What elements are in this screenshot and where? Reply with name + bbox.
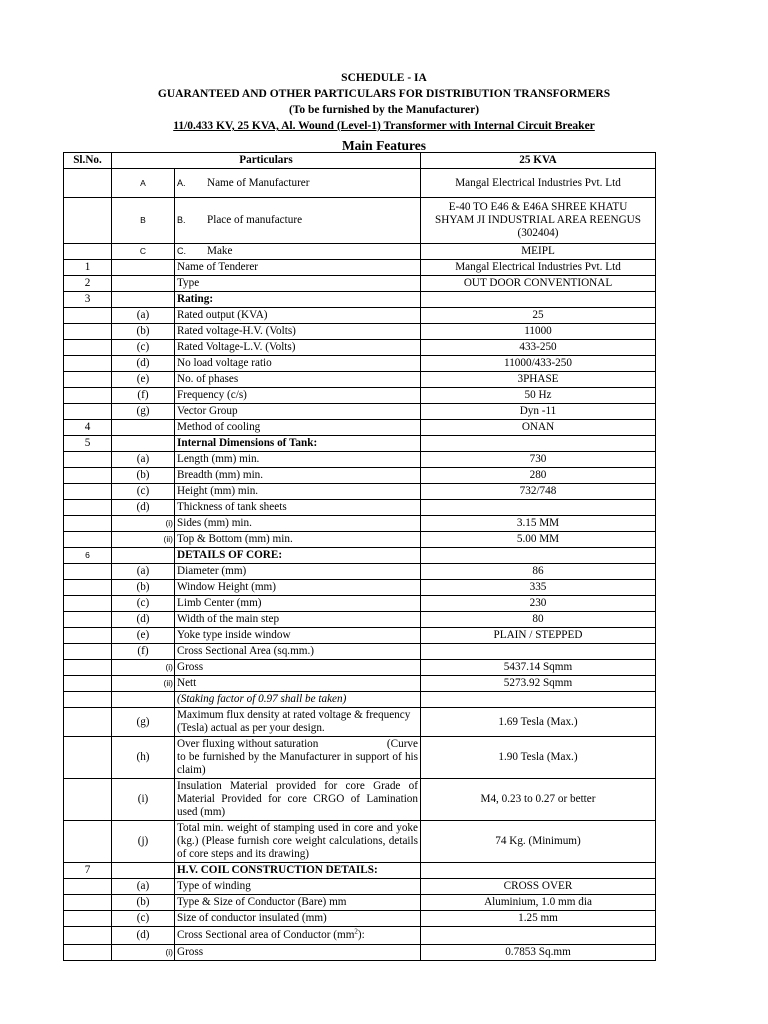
row-subitem: (e) (112, 372, 175, 388)
table-row (64, 244, 656, 260)
row-particular: Cross Sectional area of Conductor $(mm^2)$: (175, 927, 421, 945)
row-value: 433-250 (421, 340, 656, 356)
row-particular: Diameter (mm) (175, 564, 421, 580)
row-particular: No. of phases (175, 372, 421, 388)
table-row (64, 821, 656, 863)
row-particular: Length (mm) min. (175, 452, 421, 468)
row-subitem: (d) (112, 927, 175, 945)
row-value: ONAN (421, 420, 656, 436)
row-subitem: (b) (112, 324, 175, 340)
row-subitem: (i) (112, 945, 175, 961)
row-subitem: (i) (112, 779, 175, 821)
row-subitem: (c) (112, 596, 175, 612)
row-value: 280 (421, 468, 656, 484)
table-row (64, 548, 656, 564)
row-value: Dyn -11 (421, 404, 656, 420)
row-letter: C. (177, 246, 186, 256)
row-value: 86 (421, 564, 656, 580)
row-serial: C (112, 244, 175, 260)
row-serial: 2 (64, 276, 112, 292)
row-value: 730 (421, 452, 656, 468)
row-subitem: (j) (112, 821, 175, 863)
row-subitem: (g) (112, 404, 175, 420)
row-subitem: (d) (112, 356, 175, 372)
table-row (64, 292, 656, 308)
row-particular: Type (175, 276, 421, 292)
table-row (64, 532, 656, 548)
table-row (64, 927, 656, 945)
table-row (64, 692, 656, 708)
row-particular: Method of cooling (175, 420, 421, 436)
row-subitem: (ii) (112, 532, 175, 548)
section-heading: Internal Dimensions of Tank: (175, 436, 421, 452)
row-value: 732/748 (421, 484, 656, 500)
main-features-heading: Main Features (341, 138, 427, 153)
row-value: 1.69 Tesla (Max.) (421, 708, 656, 737)
row-value: 3PHASE (421, 372, 656, 388)
row-value: Mangal Electrical Industries Pvt. Ltd (421, 169, 656, 198)
table-row (64, 420, 656, 436)
row-particular: Rated Voltage-L.V. (Volts) (175, 340, 421, 356)
table-row (64, 324, 656, 340)
row-subitem: (i) (112, 660, 175, 676)
row-particular: Sides (mm) min. (175, 516, 421, 532)
table-header-row (64, 153, 656, 169)
row-particular: Vector Group (175, 404, 421, 420)
row-serial: 1 (64, 260, 112, 276)
row-particular: Height (mm) min. (175, 484, 421, 500)
table-row (64, 779, 656, 821)
row-serial: 7 (64, 863, 112, 879)
manufacturer-note: (To be furnished by the Manufacturer) (288, 104, 480, 116)
row-particular: Window Height (mm) (175, 580, 421, 596)
row-serial: 5 (64, 436, 112, 452)
row-value: MEIPL (421, 244, 656, 260)
row-value: Aluminium, 1.0 mm dia (421, 895, 656, 911)
row-value: 5.00 MM (421, 532, 656, 548)
row-value: 5437.14 Sqmm (421, 660, 656, 676)
row-particular: Gross (175, 945, 421, 961)
row-serial: 6 (64, 548, 112, 564)
row-letter: B. (177, 215, 186, 225)
table-row (64, 516, 656, 532)
transformer-subtitle: 11/0.433 KV, 25 KVA, Al. Wound (Level-1) Transformer with Internal Circuit Breaker (173, 120, 595, 132)
table-row (64, 676, 656, 692)
row-subitem: (e) (112, 628, 175, 644)
row-subitem: (a) (112, 879, 175, 895)
particulars-table (63, 152, 656, 961)
row-subitem: (a) (112, 564, 175, 580)
table-row (64, 308, 656, 324)
row-particular: Name of Tenderer (175, 260, 421, 276)
column-header-slno: Sl.No. (64, 153, 112, 169)
staking-factor-note: (Staking factor of 0.97 shall be taken) (175, 692, 421, 708)
row-particular: Width of the main step (175, 612, 421, 628)
row-serial (64, 244, 112, 260)
row-subitem: (c) (112, 911, 175, 927)
table-row (64, 644, 656, 660)
table-row (64, 500, 656, 516)
row-subitem: (h) (112, 737, 175, 779)
row-subitem: (d) (112, 612, 175, 628)
row-particular: Size of conductor insulated (mm) (175, 911, 421, 927)
row-serial (64, 198, 112, 244)
schedule-label: SCHEDULE - IA (341, 72, 427, 84)
table-row (64, 628, 656, 644)
row-particular: C. Make (175, 244, 421, 260)
row-particular: B. Place of manufacture (175, 198, 421, 244)
row-particular: Limb Center (mm) (175, 596, 421, 612)
row-subitem: (c) (112, 340, 175, 356)
row-subitem: (b) (112, 580, 175, 596)
table-row (64, 260, 656, 276)
row-particular: Type & Size of Conductor (Bare) mm (175, 895, 421, 911)
table-row (64, 911, 656, 927)
table-row (64, 580, 656, 596)
row-particular: Maximum flux density at rated voltage & frequency (Tesla) actual as per your design. (175, 708, 421, 737)
row-value: M4, 0.23 to 0.27 or better (421, 779, 656, 821)
row-value: 25 (421, 308, 656, 324)
document-header (0, 70, 768, 155)
section-heading: DETAILS OF CORE: (175, 548, 421, 564)
row-particular: A. Name of Manufacturer (175, 169, 421, 198)
column-header-particulars: Particulars (112, 153, 421, 169)
row-particular: Thickness of tank sheets (175, 500, 421, 516)
row-subitem: (ii) (112, 676, 175, 692)
row-particular: Over fluxing without saturation (Curve to be furnished by the Manufacturer in support of his claim) (175, 737, 421, 779)
table-row (64, 198, 656, 244)
row-particular: Top & Bottom (mm) min. (175, 532, 421, 548)
row-value: 230 (421, 596, 656, 612)
row-value: E-40 TO E46 & E46A SHREE KHATU SHYAM JI INDUSTRIAL AREA REENGUS (302404) (421, 198, 656, 244)
row-particular: Type of winding (175, 879, 421, 895)
row-serial: B (112, 198, 175, 244)
row-particular: Yoke type inside window (175, 628, 421, 644)
row-subitem: (c) (112, 484, 175, 500)
table-row (64, 169, 656, 198)
table-row (64, 863, 656, 879)
row-value: OUT DOOR CONVENTIONAL (421, 276, 656, 292)
row-particular: Rated voltage-H.V. (Volts) (175, 324, 421, 340)
table-row (64, 404, 656, 420)
table-row (64, 452, 656, 468)
document-title: GUARANTEED AND OTHER PARTICULARS FOR DISTRIBUTION TRANSFORMERS (157, 88, 611, 100)
table-row (64, 708, 656, 737)
row-value: 5273.92 Sqmm (421, 676, 656, 692)
row-value: Mangal Electrical Industries Pvt. Ltd (421, 260, 656, 276)
row-subitem: (a) (112, 308, 175, 324)
row-subitem: (i) (112, 516, 175, 532)
row-serial: 3 (64, 292, 112, 308)
table-row (64, 436, 656, 452)
table-row (64, 660, 656, 676)
row-particular: Breadth (mm) min. (175, 468, 421, 484)
row-value: 11000/433-250 (421, 356, 656, 372)
row-serial: 4 (64, 420, 112, 436)
section-heading: Rating: (175, 292, 421, 308)
section-heading: H.V. COIL CONSTRUCTION DETAILS: (175, 863, 421, 879)
table-row (64, 388, 656, 404)
row-value: 80 (421, 612, 656, 628)
column-header-value: 25 KVA (421, 153, 656, 169)
row-value: 74 Kg. (Minimum) (421, 821, 656, 863)
row-letter: A. (177, 177, 186, 188)
row-value: 50 Hz (421, 388, 656, 404)
row-value: 1.90 Tesla (Max.) (421, 737, 656, 779)
row-particular: Insulation Material provided for core Grade of Material Provided for core CRGO of Lamination used (mm) (175, 779, 421, 821)
row-subitem: (d) (112, 500, 175, 516)
row-particular: Rated output (KVA) (175, 308, 421, 324)
row-value: 3.15 MM (421, 516, 656, 532)
row-particular: Nett (175, 676, 421, 692)
table-row (64, 356, 656, 372)
row-subitem: (b) (112, 468, 175, 484)
table-row (64, 596, 656, 612)
table-row (64, 895, 656, 911)
row-serial (64, 169, 112, 198)
row-serial: A (112, 169, 175, 198)
table-row (64, 945, 656, 961)
row-value: 1.25 mm (421, 911, 656, 927)
table-row (64, 340, 656, 356)
row-value: 11000 (421, 324, 656, 340)
row-subitem: (g) (112, 708, 175, 737)
row-subitem: (b) (112, 895, 175, 911)
row-particular: No load voltage ratio (175, 356, 421, 372)
row-particular: Cross Sectional Area (sq.mm.) (175, 644, 421, 660)
table-row (64, 612, 656, 628)
table-row (64, 372, 656, 388)
row-particular: Gross (175, 660, 421, 676)
row-subitem: (a) (112, 452, 175, 468)
row-particular: Total min. weight of stamping used in core and yoke (kg.) (Please furnish core weight calculations, details of core steps and its drawing) (175, 821, 421, 863)
table-row (64, 468, 656, 484)
table-row (64, 484, 656, 500)
row-subitem: (f) (112, 644, 175, 660)
row-particular: Frequency (c/s) (175, 388, 421, 404)
row-value: PLAIN / STEPPED (421, 628, 656, 644)
row-value: 335 (421, 580, 656, 596)
row-value: 0.7853 Sq.mm (421, 945, 656, 961)
table-row (64, 737, 656, 779)
table-row (64, 276, 656, 292)
row-value: CROSS OVER (421, 879, 656, 895)
row-subitem: (f) (112, 388, 175, 404)
table-row (64, 879, 656, 895)
table-row (64, 564, 656, 580)
